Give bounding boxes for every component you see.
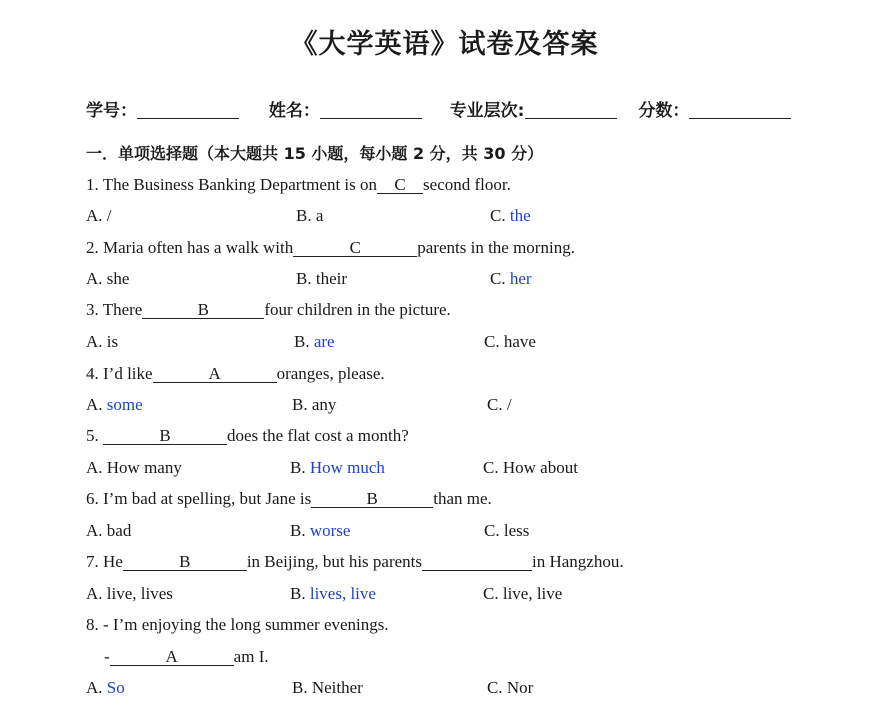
- option-letter: B.: [290, 584, 310, 603]
- option-a: [86, 269, 129, 289]
- question-text: 3. There: [86, 300, 143, 319]
- option-letter: B.: [296, 206, 316, 225]
- question-text: 1. The Business Banking Department is on: [86, 175, 378, 194]
- answer-letter: B: [179, 552, 191, 571]
- option-letter: A.: [86, 269, 107, 288]
- question-text: in Hangzhou.: [532, 552, 624, 571]
- option-a: [86, 458, 182, 478]
- question-text: parents in the morning.: [417, 238, 575, 257]
- option-c-correct: [490, 269, 532, 289]
- correct-answer-text: How much: [309, 458, 385, 477]
- option-letter: C.: [487, 395, 507, 414]
- correct-answer-text: worse: [309, 521, 351, 540]
- answer-letter: B: [159, 426, 171, 445]
- answer-blank: [110, 648, 234, 666]
- option-text: /: [506, 395, 512, 414]
- question-4: [86, 364, 385, 384]
- answer-letter: A: [208, 364, 221, 383]
- answer-blank: [422, 553, 532, 571]
- question-text: in Beijing, but his parents: [246, 552, 423, 571]
- name-blank: [320, 102, 422, 119]
- option-letter: C.: [487, 678, 507, 697]
- correct-answer-text: her: [509, 269, 532, 288]
- answer-letter: C: [394, 175, 406, 194]
- score-blank: [689, 102, 791, 119]
- option-b: [296, 269, 347, 289]
- question-3: [86, 300, 451, 320]
- option-text: Neither: [311, 678, 363, 697]
- question-text: 7. He: [86, 552, 123, 571]
- answer-blank: [103, 427, 227, 445]
- option-letter: A.: [86, 678, 107, 697]
- question-5: [86, 426, 409, 446]
- option-a: [86, 332, 118, 352]
- option-c: [483, 458, 578, 478]
- page-title: 《大学英语》试卷及答案: [290, 29, 599, 60]
- question-text: second floor.: [423, 175, 511, 194]
- answer-blank: [123, 553, 247, 571]
- option-c: [487, 395, 512, 415]
- option-a-correct: [86, 395, 143, 415]
- option-a: [86, 206, 112, 226]
- question-text: four children in the picture.: [264, 300, 451, 319]
- question-1: [86, 175, 511, 195]
- option-letter: A.: [86, 521, 107, 540]
- option-text: a: [315, 206, 324, 225]
- option-letter: B.: [292, 678, 312, 697]
- question-text: -: [104, 647, 110, 666]
- option-letter: C.: [490, 206, 510, 225]
- option-b-correct: [290, 521, 350, 541]
- option-text: How about: [502, 458, 578, 477]
- option-b: [292, 678, 363, 698]
- option-b-correct: [290, 458, 385, 478]
- option-c: [484, 521, 529, 541]
- option-letter: B.: [292, 395, 312, 414]
- correct-answer-text: some: [106, 395, 143, 414]
- question-text: does the flat cost a month?: [227, 426, 409, 445]
- major-label: 专业层次:: [449, 101, 525, 121]
- major-blank: [525, 102, 617, 119]
- option-b: [296, 206, 323, 226]
- option-letter: A.: [86, 332, 107, 351]
- question-text: 2. Maria often has a walk with: [86, 238, 294, 257]
- option-text: bad: [106, 521, 132, 540]
- correct-answer-text: So: [106, 678, 125, 697]
- option-c: [483, 584, 562, 604]
- option-text: have: [503, 332, 536, 351]
- option-text: she: [106, 269, 130, 288]
- answer-blank: [377, 176, 423, 194]
- option-letter: B.: [296, 269, 316, 288]
- option-letter: C.: [483, 584, 503, 603]
- question-8: [86, 615, 389, 635]
- option-text: live, live: [502, 584, 563, 603]
- option-text: is: [106, 332, 119, 351]
- question-text: 6. I’m bad at spelling, but Jane is: [86, 489, 312, 508]
- student-info-row: [86, 96, 791, 121]
- answer-letter: A: [165, 647, 178, 666]
- student-id-blank: [137, 102, 239, 119]
- correct-answer-text: are: [313, 332, 335, 351]
- option-c: [484, 332, 536, 352]
- question-text: 5.: [86, 426, 103, 445]
- option-a: [86, 521, 131, 541]
- option-letter: B.: [290, 521, 310, 540]
- option-letter: B.: [290, 458, 310, 477]
- section-heading: 一．单项选择题（本大题共 15 小题，每小题 2 分，共 30 分）: [86, 144, 544, 163]
- question-8-response: [104, 647, 269, 667]
- option-text: /: [106, 206, 112, 225]
- answer-letter: C: [349, 238, 361, 257]
- answer-blank: [153, 365, 277, 383]
- question-text: oranges, please.: [276, 364, 385, 383]
- option-b: [292, 395, 336, 415]
- option-text: Nor: [506, 678, 534, 697]
- option-c-correct: [490, 206, 531, 226]
- option-b-correct: [294, 332, 335, 352]
- question-text: am I.: [233, 647, 269, 666]
- option-c: [487, 678, 533, 698]
- question-2: [86, 238, 575, 258]
- correct-answer-text: lives, live: [309, 584, 376, 603]
- answer-blank: [293, 239, 417, 257]
- option-letter: C.: [483, 458, 503, 477]
- student-id-label: 学号：: [86, 101, 137, 121]
- option-a-correct: [86, 678, 125, 698]
- question-6: [86, 489, 492, 509]
- option-a: [86, 584, 173, 604]
- answer-letter: B: [366, 489, 378, 508]
- option-b-correct: [290, 584, 376, 604]
- option-letter: C.: [490, 269, 510, 288]
- answer-blank: [142, 301, 264, 319]
- option-letter: C.: [484, 521, 504, 540]
- name-label: 姓名：: [268, 101, 320, 121]
- option-text: any: [311, 395, 337, 414]
- option-letter: A.: [86, 584, 107, 603]
- option-letter: A.: [86, 395, 107, 414]
- option-letter: C.: [484, 332, 504, 351]
- answer-letter: B: [197, 300, 210, 319]
- question-7: [86, 552, 624, 572]
- question-text: than me.: [433, 489, 492, 508]
- score-label: 分数：: [638, 101, 690, 121]
- correct-answer-text: the: [509, 206, 531, 225]
- option-text: How many: [106, 458, 182, 477]
- option-letter: A.: [86, 206, 107, 225]
- question-text: 8. - I’m enjoying the long summer evenings.: [86, 615, 389, 634]
- option-letter: B.: [294, 332, 314, 351]
- question-text: 4. I’d like: [86, 364, 153, 383]
- option-text: less: [503, 521, 530, 540]
- option-letter: A.: [86, 458, 107, 477]
- option-text: their: [315, 269, 347, 288]
- option-text: live, lives: [106, 584, 173, 603]
- answer-blank: [311, 490, 433, 508]
